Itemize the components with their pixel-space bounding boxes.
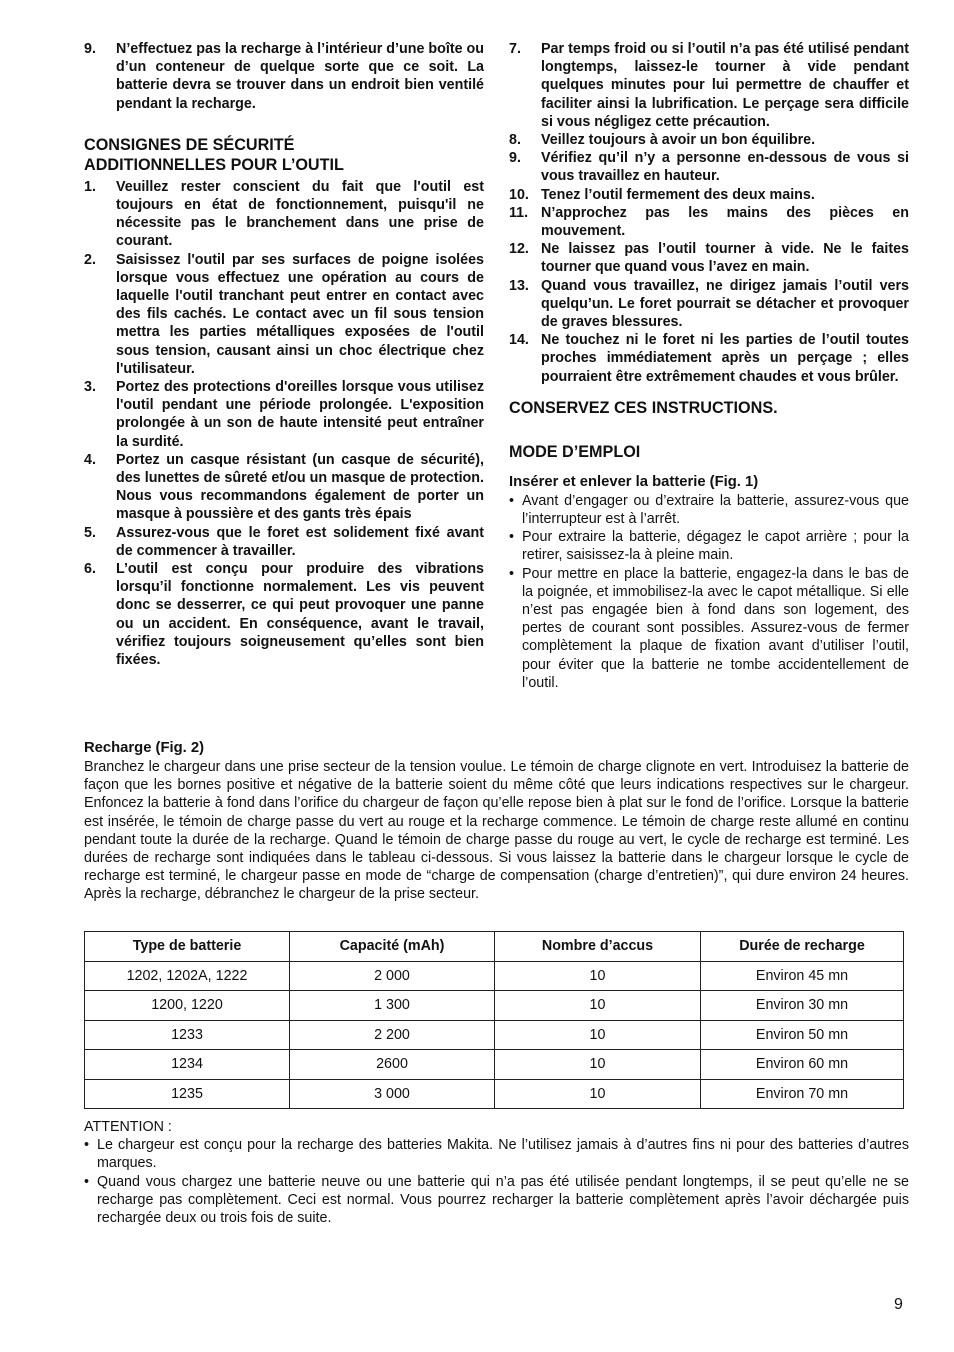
- table-cell: 10: [495, 961, 701, 991]
- list-item: [84, 1173, 909, 1228]
- list-item: [509, 40, 909, 131]
- table-cell: Environ 30 mn: [701, 991, 904, 1021]
- bullet-icon: •: [509, 565, 515, 582]
- recharge-title: Recharge (Fig. 2): [84, 740, 205, 756]
- list-item: [84, 451, 484, 524]
- table-cell: Environ 50 mn: [701, 1020, 904, 1050]
- attention-label: ATTENTION :: [84, 1119, 172, 1135]
- item-text: Portez un casque résistant (un casque de sécurité), des lunettes de sûreté et/ou un masque de protection. Nous vous recommandons également de porter un masque à poussière et des gants très épais: [116, 451, 484, 523]
- table-cell: 1 300: [290, 991, 495, 1021]
- col-header-type: Type de batterie: [85, 932, 290, 962]
- bullet-text: Avant d’engager ou d’extraire la batterie, assurez-vous que l’interrupteur est à l’arrêt.: [522, 492, 909, 528]
- item-text: L’outil est conçu pour produire des vibrations lorsqu’il fonctionne normalement. Les vis peuvent donc se desserrer, ce qui peut provoquer une panne ou un accident. En conséquence, avant le travail, vérifiez toujours soigneusement qu’elles sont bien fixées.: [116, 561, 484, 669]
- bullet-text: Pour mettre en place la batterie, engagez-la dans le bas de la poignée, et immobilisez-la avec le capot métallique. Si elle n’est pas engagée bien à fond dans son logement, des pertes de courant sont possibles. Assurez-vous de fermer complètement la plaque de fixation avant d’utiliser l’outil, pour éviter que la batterie ne tombe accidentellement de l’outil.: [522, 565, 909, 691]
- item-number: 5.: [84, 524, 96, 541]
- table-row: [85, 1079, 904, 1109]
- item-text: Ne touchez ni le foret ni les parties de l’outil toutes proches immédiatement après un perçage ; elles pourraient être extrêmement chaudes et vous brûler.: [541, 332, 909, 385]
- list-item: [509, 331, 909, 386]
- recharge-text: Branchez le chargeur dans une prise secteur de la tension voulue. Le témoin de charge clignote en vert. Introduisez la batterie de façon que les bornes positive et négative de la batterie soient du même côté que leurs indications respectives sur le chargeur. Enfoncez la batterie à fond dans l’orifice du chargeur de façon qu’elle repose bien à plat sur le fond de l’orifice. Lorsque la batterie est insérée, le témoin de charge passe du vert au rouge et la recharge commence. Le témoin de charge reste allumé en continu pendant toute la durée de la recharge. Quand le témoin de charge passe du rouge au vert, le cycle de recharge est terminé. Les durées de recharge sont indiquées dans le tableau ci-dessous. Si vous laissez la batterie dans le chargeur lorsque le cycle de recharge est terminé, le chargeur passe en mode de “charge de compensation (charge d’entretien)”, qui dure environ 24 heures. Après la recharge, débranchez le chargeur de la prise secteur.: [84, 759, 909, 903]
- table-cell: 10: [495, 991, 701, 1021]
- battery-table: [84, 931, 904, 1109]
- page-number: 9: [894, 1296, 903, 1313]
- list-item: [509, 277, 909, 332]
- item-text: Saisissez l'outil par ses surfaces de poigne isolées lorsque vous effectuez une opération au cours de laquelle l'outil tranchant peut entrer en contact avec des fils cachés. Le contact avec un fil sous tension mettra les parties métalliques exposées de l'outil sous tension, causant ainsi un choc électrique chez l'utilisateur.: [116, 251, 484, 377]
- item-number: 9.: [84, 41, 96, 57]
- item-number: 1.: [84, 178, 96, 195]
- conservez-heading: CONSERVEZ CES INSTRUCTIONS.: [509, 398, 778, 417]
- item-text: Par temps froid ou si l’outil n’a pas été utilisé pendant longtemps, laissez-le tourner à vide pendant quelques minutes pour lui permettre de chauffer et faciliter ainsi la lubrification. Le perçage sera difficile si vous négligez cette précaution.: [541, 41, 909, 130]
- list-item: [509, 131, 909, 149]
- table-cell: 3 000: [290, 1079, 495, 1109]
- battery-subhead: Insérer et enlever la batterie (Fig. 1): [509, 473, 759, 490]
- table-cell: 10: [495, 1050, 701, 1080]
- left-column: [84, 40, 484, 669]
- item-text: Portez des protections d'oreilles lorsque vous utilisez l'outil pendant une période prolongée. L'exposition prolongée à un son de haute intensité peut entraîner la surdité.: [116, 379, 484, 450]
- col-header-cells: Nombre d’accus: [495, 932, 701, 962]
- bullet-text: Quand vous chargez une batterie neuve ou une batterie qui n’a pas été utilisée pendant longtemps, il se peut qu’elle ne se recharge pas complètement. Ceci est normal. Vous pourrez recharger la batterie complètement après l’avoir déchargée puis rechargée deux ou trois fois de suite.: [97, 1173, 909, 1227]
- table-cell: 2 000: [290, 961, 495, 991]
- recharge-section: [84, 739, 909, 904]
- item-text: Veillez toujours à avoir un bon équilibre.: [541, 132, 816, 149]
- item-text: N’effectuez pas la recharge à l’intérieur d’une boîte ou d’un conteneur de quelque sorte que ce soit. La batterie devra se trouver dans un endroit bien ventilé pendant la recharge.: [116, 41, 484, 112]
- table-cell: Environ 45 mn: [701, 961, 904, 991]
- list-item: [84, 524, 484, 560]
- list-item: [509, 492, 909, 528]
- item-text: Quand vous travaillez, ne dirigez jamais l’outil vers quelqu’un. Le foret pourrait se détacher et provoquer de graves blessures.: [541, 277, 909, 331]
- list-item: [509, 240, 909, 276]
- item-text: Vérifiez qu’il n’y a personne en-dessous de vous si vous travaillez en hauteur.: [541, 150, 909, 185]
- table-cell: Environ 70 mn: [701, 1079, 904, 1109]
- table-cell: 1202, 1202A, 1222: [85, 961, 290, 991]
- safety-heading-line2: ADDITIONNELLES POUR L’OUTIL: [84, 156, 344, 175]
- table-cell: 2600: [290, 1050, 495, 1080]
- item-number: 2.: [84, 251, 96, 268]
- right-column: [509, 40, 909, 692]
- list-item: [84, 251, 484, 378]
- list-item-9: [84, 40, 484, 113]
- bullet-text: Le chargeur est conçu pour la recharge des batteries Makita. Ne l’utilisez jamais à d’autres fins ni pour des batteries d’autres marques.: [97, 1137, 909, 1172]
- item-number: 7.: [509, 41, 521, 57]
- bullet-text: Pour extraire la batterie, dégagez le capot arrière ; pour la retirer, saisissez-la à pleine main.: [522, 529, 909, 564]
- bullet-icon: •: [84, 1137, 90, 1154]
- item-text: Tenez l’outil fermement des deux mains.: [541, 186, 815, 203]
- mode-emploi-heading: MODE D’EMPLOI: [509, 443, 641, 462]
- table-cell: 1233: [85, 1020, 290, 1050]
- table-cell: 10: [495, 1079, 701, 1109]
- table-cell: Environ 60 mn: [701, 1050, 904, 1080]
- item-text: Assurez-vous que le foret est solidement fixé avant de commencer à travailler.: [116, 524, 484, 559]
- bullet-icon: •: [509, 529, 515, 546]
- list-item: [509, 149, 909, 185]
- item-number: 12.: [509, 241, 529, 258]
- item-number: 3.: [84, 379, 96, 396]
- table-cell: 1200, 1220: [85, 991, 290, 1021]
- battery-table-wrap: [84, 931, 909, 1109]
- table-cell: 1235: [85, 1079, 290, 1109]
- col-header-capacity: Capacité (mAh): [290, 932, 495, 962]
- item-number: 14.: [509, 332, 529, 349]
- item-text: Veuillez rester conscient du fait que l'outil est toujours en état de fonctionnement, puisqu'il ne nécessite pas le branchement dans une prise de courant.: [116, 178, 484, 250]
- table-header-row: [85, 932, 904, 962]
- item-text: Ne laissez pas l’outil tourner à vide. Ne le faites tourner que quand vous l’avez en main.: [541, 241, 909, 276]
- item-number: 8.: [509, 132, 521, 149]
- item-number: 13.: [509, 277, 529, 294]
- safety-heading-line1: CONSIGNES DE SÉCURITÉ: [84, 135, 295, 154]
- table-cell: 1234: [85, 1050, 290, 1080]
- item-number: 10.: [509, 186, 529, 203]
- list-item: [84, 560, 484, 669]
- list-item: [509, 186, 909, 204]
- table-row: [85, 1020, 904, 1050]
- table-cell: 2 200: [290, 1020, 495, 1050]
- item-number: 4.: [84, 451, 96, 468]
- bullet-icon: •: [84, 1173, 90, 1190]
- item-number: 6.: [84, 561, 96, 578]
- item-text: N’approchez pas les mains des pièces en mouvement.: [541, 204, 909, 240]
- table-cell: 10: [495, 1020, 701, 1050]
- table-row: [85, 961, 904, 991]
- table-row: [85, 1050, 904, 1080]
- list-item: [84, 178, 484, 251]
- item-number: 9.: [509, 150, 521, 167]
- col-header-duration: Durée de recharge: [701, 932, 904, 962]
- list-item: [509, 528, 909, 564]
- list-item: [84, 1136, 909, 1172]
- table-row: [85, 991, 904, 1021]
- list-item: [84, 378, 484, 451]
- bullet-icon: •: [509, 492, 515, 509]
- attention-section: [84, 1118, 909, 1227]
- list-item: [509, 204, 909, 240]
- item-number: 11.: [509, 204, 529, 221]
- list-item: [509, 565, 909, 692]
